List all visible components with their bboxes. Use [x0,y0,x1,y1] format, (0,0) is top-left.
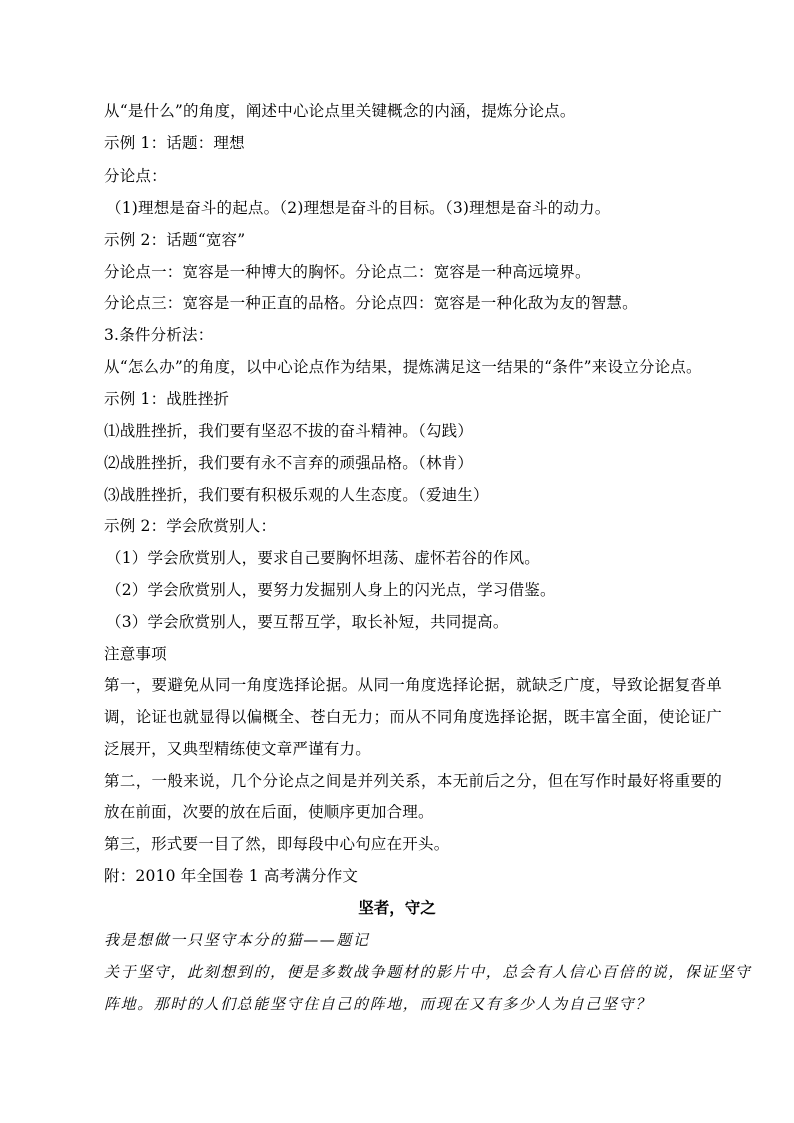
example-1-topic-ideal: 示例 1：话题：理想 [104,134,245,152]
note-first-line-3: 泛展开，又典型精练使文章严谨有力。 [104,740,371,758]
paragraph-how-angle: 从“怎么办”的角度，以中心论点作为结果，提炼满足这一结果的“条件”来设立分论点。 [104,358,702,376]
tolerance-points-3-4: 分论点三：宽容是一种正直的品格。分论点四：宽容是一种化敌为友的智慧。 [104,294,638,312]
note-second-line-1: 第二，一般来说，几个分论点之间是并列关系，本无前后之分，但在写作时最好将重要的 [104,772,722,790]
appreciate-point-2: （2）学会欣赏别人，要努力发掘别人身上的闪光点，学习借鉴。 [106,581,556,599]
notes-heading: 注意事项 [104,645,167,663]
setback-point-1: ⑴战胜挫折，我们要有坚忍不拔的奋斗精神。（勾践） [104,422,474,440]
section-heading-condition-analysis: 3.条件分析法： [104,326,214,344]
essay-body-line-2: 阵地。那时的人们总能坚守住自己的阵地，而现在又有多少人为自己坚守？ [104,995,652,1013]
note-first-line-2: 调，论证也就显得以偏概全、苍白无力；而从不同角度选择论据，既丰富全面，使论证广 [104,708,722,726]
sub-points-label: 分论点： [104,167,167,185]
note-first-line-1: 第一，要避免从同一角度选择论据。从同一角度选择论据，就缺乏广度，导致论据复沓单 [104,676,722,694]
example-2-topic-tolerance: 示例 2：话题“宽容” [104,231,246,249]
setback-point-2: ⑵战胜挫折，我们要有永不言弃的顽强品格。（林肯） [104,454,474,472]
appreciate-point-3: （3）学会欣赏别人，要互帮互学，取长补短，共同提高。 [106,613,509,631]
example-2-appreciate-others: 示例 2：学会欣赏别人： [104,517,277,535]
essay-title: 坚者，守之 [358,898,436,917]
note-second-line-2: 放在前面，次要的放在后面，使顺序更加合理。 [104,803,434,821]
paragraph-what-angle: 从“是什么”的角度，阐述中心论点里关键概念的内涵，提炼分论点。 [104,102,576,120]
note-third: 第三，形式要一目了然，即每段中心句应在开头。 [104,835,450,853]
appreciate-point-1: （1）学会欣赏别人，要求自己要胸怀坦荡、虚怀若谷的作风。 [106,549,540,567]
essay-epigraph: 我是想做一只坚守本分的猫——题记 [104,931,370,949]
ideal-sub-points: （1)理想是奋斗的起点。（2)理想是奋斗的目标。（3)理想是奋斗的动力。 [106,199,611,217]
appendix-label: 附：2010 年全国卷 1 高考满分作文 [104,867,359,885]
tolerance-points-1-2: 分论点一：宽容是一种博大的胸怀。分论点二：宽容是一种高远境界。 [104,263,591,281]
essay-body-line-1: 关于坚守，此刻想到的，便是多数战争题材的影片中，总会有人信心百倍的说，保证坚守 [104,963,752,981]
example-1-overcome-setbacks: 示例 1：战胜挫折 [104,390,230,408]
setback-point-3: ⑶战胜挫折，我们要有积极乐观的人生态度。（爱迪生） [104,486,489,504]
